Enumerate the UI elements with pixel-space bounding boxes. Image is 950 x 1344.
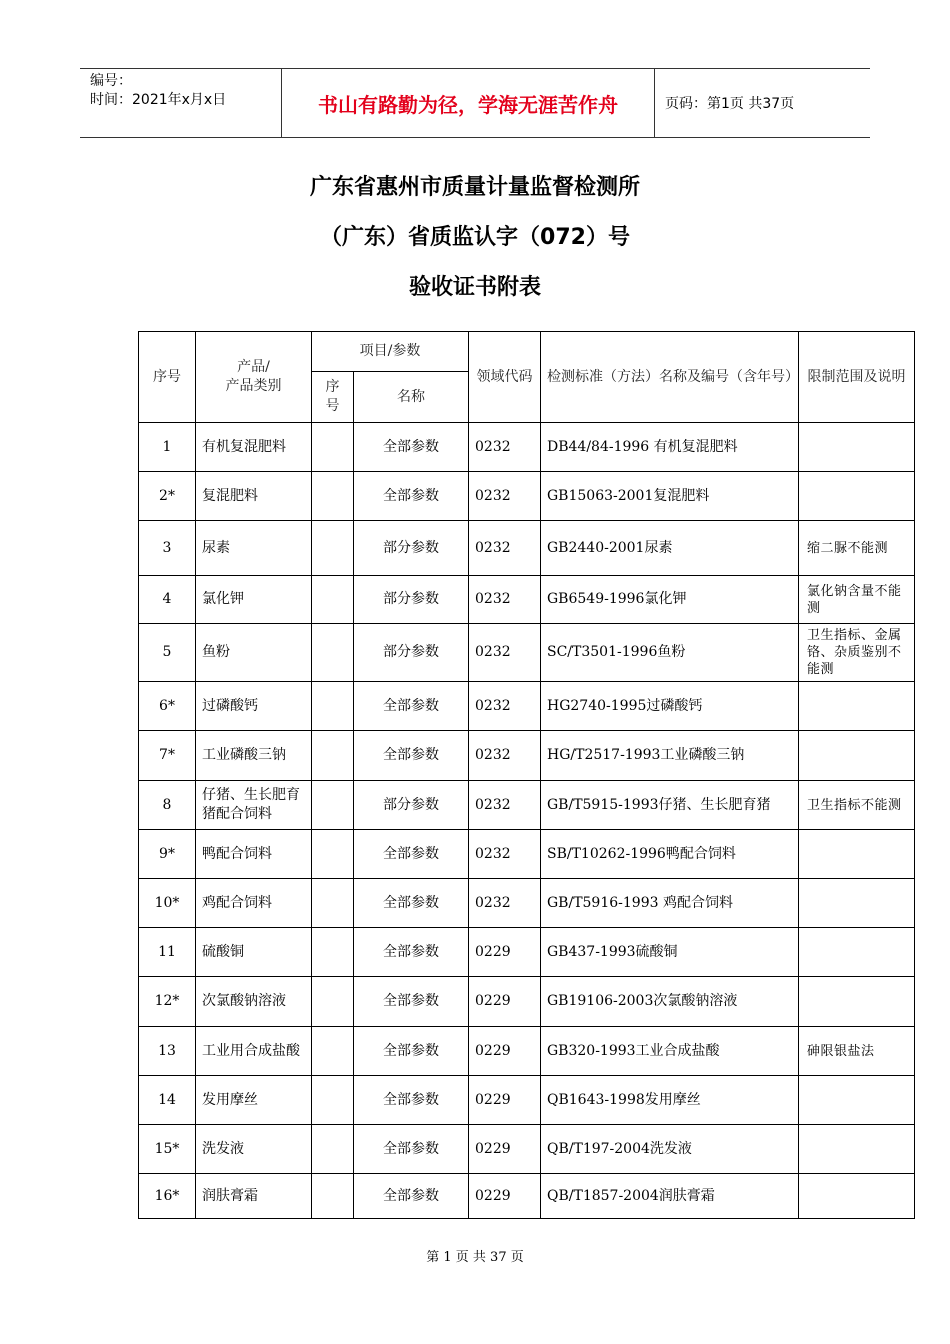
row-product: 氯化钾 [196, 576, 312, 624]
title-institute: 广东省惠州市质量计量监督检测所 [309, 175, 640, 200]
row-seq: 1 [139, 423, 196, 472]
table-row [139, 830, 915, 879]
row-domain-code: 0232 [469, 731, 541, 781]
row-seq: 15* [139, 1125, 196, 1174]
row-standard: GB/T5916-1993 鸡配合饲料 [541, 879, 799, 928]
row-domain-code: 0232 [469, 879, 541, 928]
row-standard: HG/T2517-1993工业磷酸三钠 [541, 731, 799, 781]
header-meta [80, 69, 281, 137]
row-seq: 3 [139, 521, 196, 576]
page-footer: 第 1 页 共 37 页 [426, 1250, 524, 1265]
row-seq: 16* [139, 1174, 196, 1219]
header-page-label: 页码：第1页 共37页 [665, 96, 795, 112]
row-item-seq [312, 1027, 354, 1076]
row-limit [799, 928, 915, 977]
row-item-name: 全部参数 [354, 1027, 469, 1076]
row-domain-code: 0232 [469, 781, 541, 830]
row-domain-code: 0229 [469, 977, 541, 1027]
row-item-seq [312, 879, 354, 928]
row-product: 仔猪、生长肥育猪配合饲料 [196, 781, 312, 830]
row-product: 有机复混肥料 [196, 423, 312, 472]
row-product: 鸡配合饲料 [196, 879, 312, 928]
certificate-table [138, 331, 915, 1219]
row-standard: SC/T3501-1996鱼粉 [541, 624, 799, 682]
row-item-seq [312, 423, 354, 472]
row-product: 鱼粉 [196, 624, 312, 682]
row-seq: 10* [139, 879, 196, 928]
row-domain-code: 0232 [469, 576, 541, 624]
row-product: 发用摩丝 [196, 1076, 312, 1125]
row-item-name: 全部参数 [354, 1076, 469, 1125]
row-standard: GB19106-2003次氯酸钠溶液 [541, 977, 799, 1027]
row-standard: GB320-1993工业合成盐酸 [541, 1027, 799, 1076]
table-row [139, 682, 915, 731]
title-appendix: 验收证书附表 [408, 275, 541, 300]
row-item-seq [312, 928, 354, 977]
doc-date-label: 时间：2021年x月x日 [90, 92, 227, 108]
row-item-name: 部分参数 [354, 781, 469, 830]
row-seq: 11 [139, 928, 196, 977]
row-item-name: 全部参数 [354, 879, 469, 928]
row-item-name: 全部参数 [354, 472, 469, 521]
row-product: 过磷酸钙 [196, 682, 312, 731]
doc-number-label: 编号： [90, 73, 132, 89]
table-row [139, 1027, 915, 1076]
row-limit [799, 879, 915, 928]
row-seq: 4 [139, 576, 196, 624]
row-domain-code: 0229 [469, 1076, 541, 1125]
row-standard: GB437-1993硫酸铜 [541, 928, 799, 977]
row-standard: GB15063-2001复混肥料 [541, 472, 799, 521]
row-domain-code: 0232 [469, 472, 541, 521]
row-standard: GB6549-1996氯化钾 [541, 576, 799, 624]
row-item-seq [312, 682, 354, 731]
row-product: 硫酸铜 [196, 928, 312, 977]
row-item-name: 部分参数 [354, 576, 469, 624]
row-domain-code: 0232 [469, 682, 541, 731]
row-seq: 2* [139, 472, 196, 521]
row-standard: SB/T10262-1996鸭配合饲料 [541, 830, 799, 879]
row-item-name: 全部参数 [354, 928, 469, 977]
row-item-seq [312, 521, 354, 576]
row-item-name: 全部参数 [354, 1125, 469, 1174]
row-limit [799, 731, 915, 781]
table-row [139, 1174, 915, 1219]
table-row [139, 977, 915, 1027]
table-body [139, 423, 915, 1219]
row-limit: 卫生指标不能测 [799, 781, 915, 830]
row-item-seq [312, 1076, 354, 1125]
row-limit [799, 1076, 915, 1125]
row-product: 工业用合成盐酸 [196, 1027, 312, 1076]
row-seq: 5 [139, 624, 196, 682]
row-seq: 7* [139, 731, 196, 781]
header-limit: 限制范围及说明 [799, 332, 915, 423]
header-item-param: 项目/参数 [312, 332, 469, 372]
row-standard: GB/T5915-1993仔猪、生长肥育猪 [541, 781, 799, 830]
table-row [139, 1076, 915, 1125]
header-motto: 书山有路勤为径，学海无涯苦作舟 [281, 69, 655, 137]
row-limit: 砷限银盐法 [799, 1027, 915, 1076]
row-standard: GB2440-2001尿素 [541, 521, 799, 576]
table-row [139, 928, 915, 977]
table-row [139, 624, 915, 682]
table-row [139, 731, 915, 781]
row-item-name: 全部参数 [354, 830, 469, 879]
row-standard: HG2740-1995过磷酸钙 [541, 682, 799, 731]
table-row [139, 576, 915, 624]
header-standard: 检测标准（方法）名称及编号（含年号） [541, 332, 799, 423]
row-limit [799, 472, 915, 521]
row-item-seq [312, 1125, 354, 1174]
row-item-name: 部分参数 [354, 521, 469, 576]
row-domain-code: 0229 [469, 1027, 541, 1076]
row-limit [799, 423, 915, 472]
row-item-seq [312, 576, 354, 624]
row-item-name: 全部参数 [354, 682, 469, 731]
row-domain-code: 0229 [469, 928, 541, 977]
row-limit: 卫生指标、金属铬、杂质鉴别不能测 [799, 624, 915, 682]
row-limit: 氯化钠含量不能测 [799, 576, 915, 624]
row-item-seq [312, 731, 354, 781]
table-row [139, 879, 915, 928]
row-product: 尿素 [196, 521, 312, 576]
table-row [139, 423, 915, 472]
row-item-name: 全部参数 [354, 731, 469, 781]
row-limit [799, 682, 915, 731]
row-product: 润肤膏霜 [196, 1174, 312, 1219]
row-item-name: 部分参数 [354, 624, 469, 682]
header-seq: 序号 [139, 332, 196, 423]
row-product: 次氯酸钠溶液 [196, 977, 312, 1027]
row-seq: 6* [139, 682, 196, 731]
header-product: 产品/ 产品类别 [196, 332, 312, 423]
table-row [139, 472, 915, 521]
row-item-seq [312, 624, 354, 682]
document-header [80, 68, 870, 138]
row-domain-code: 0232 [469, 830, 541, 879]
row-standard: QB/T1857-2004润肤膏霜 [541, 1174, 799, 1219]
row-item-seq [312, 830, 354, 879]
table-row [139, 1125, 915, 1174]
header-domain-code: 领域代码 [469, 332, 541, 423]
row-item-name: 全部参数 [354, 423, 469, 472]
row-item-seq [312, 1174, 354, 1219]
table-row [139, 521, 915, 576]
row-product: 工业磷酸三钠 [196, 731, 312, 781]
row-item-seq [312, 977, 354, 1027]
row-standard: QB1643-1998发用摩丝 [541, 1076, 799, 1125]
row-product: 鸭配合饲料 [196, 830, 312, 879]
row-item-seq [312, 472, 354, 521]
row-limit [799, 1125, 915, 1174]
row-limit [799, 977, 915, 1027]
row-domain-code: 0232 [469, 521, 541, 576]
row-item-name: 全部参数 [354, 1174, 469, 1219]
row-limit: 缩二脲不能测 [799, 521, 915, 576]
header-item-name: 名称 [354, 372, 469, 423]
row-domain-code: 0229 [469, 1125, 541, 1174]
row-seq: 12* [139, 977, 196, 1027]
row-product: 洗发液 [196, 1125, 312, 1174]
row-domain-code: 0229 [469, 1174, 541, 1219]
row-seq: 14 [139, 1076, 196, 1125]
row-item-name: 全部参数 [354, 977, 469, 1027]
table-row [139, 781, 915, 830]
header-item-seq: 序 号 [312, 372, 354, 423]
title-license: （广东）省质监认字（072）号 [320, 225, 630, 250]
row-seq: 13 [139, 1027, 196, 1076]
row-seq: 8 [139, 781, 196, 830]
row-domain-code: 0232 [469, 624, 541, 682]
row-item-seq [312, 781, 354, 830]
row-standard: QB/T197-2004洗发液 [541, 1125, 799, 1174]
row-limit [799, 830, 915, 879]
row-seq: 9* [139, 830, 196, 879]
row-product: 复混肥料 [196, 472, 312, 521]
row-limit [799, 1174, 915, 1219]
row-domain-code: 0232 [469, 423, 541, 472]
row-standard: DB44/84-1996 有机复混肥料 [541, 423, 799, 472]
